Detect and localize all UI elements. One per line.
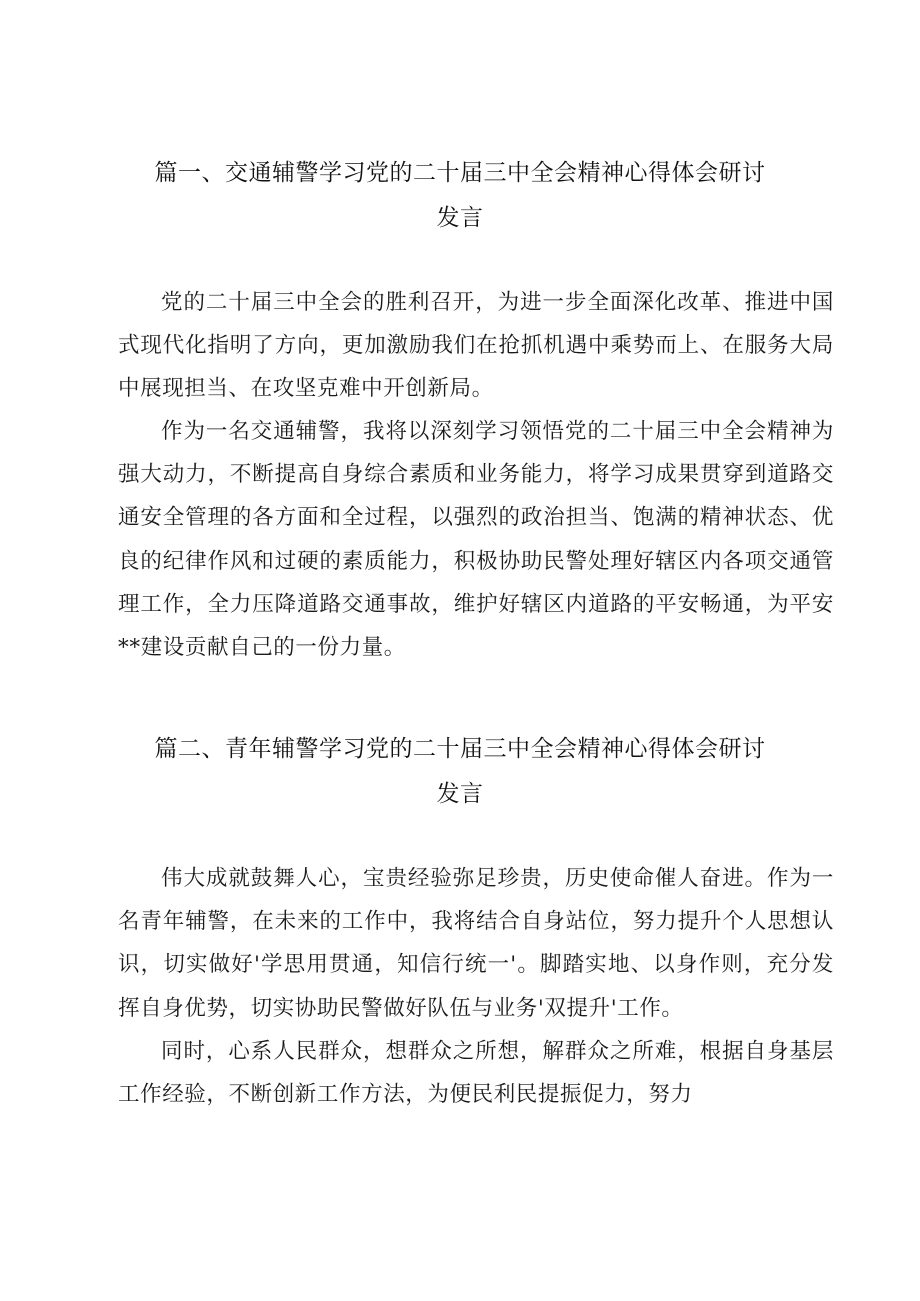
section-2-paragraph-1: 伟大成就鼓舞人心，宝贵经验弥足珍贵，历史使命催人奋进。作为一名青年辅警，在未来的工作中，我将结合自身站位，努力提升个人思想认识，切实做好'学思用贯通，知信行统一'。脚踏实地、以身作则，充分发挥自身优势，切实协助民警做好队伍与业务'双提升'工作。 <box>118 866 834 1021</box>
section-1-paragraph-2: 作为一名交通辅警，我将以深刻学习领悟党的二十届三中全会精神为强大动力，不断提高自身综合素质和业务能力，将学习成果贯穿到道路交通安全管理的各方面和全过程，以强烈的政治担当、饱满的精神状态、优良的纪律作风和过硬的素质能力，积极协助民警处理好辖区内各项交通管理工作，全力压降道路交通事故，维护好辖区内道路的平安畅通，为平安**建设贡献自己的一份力量。 <box>118 419 834 661</box>
section-1-paragraph-1: 党的二十届三中全会的胜利召开，为进一步全面深化改革、推进中国式现代化指明了方向，更加激励我们在抢抓机遇中乘势而上、在服务大局中展现担当、在攻坚克难中开创新局。 <box>118 290 834 402</box>
section-2-paragraph-2: 同时，心系人民群众，想群众之所想，解群众之所难，根据自身基层工作经验，不断创新工作方法，为便民利民提振促力，努力 <box>118 1039 834 1108</box>
section-1-title: 篇一、交通辅警学习党的二十届三中全会精神心得体会研讨发言 <box>154 160 766 231</box>
section-2-title: 篇二、青年辅警学习党的二十届三中全会精神心得体会研讨发言 <box>154 736 766 807</box>
